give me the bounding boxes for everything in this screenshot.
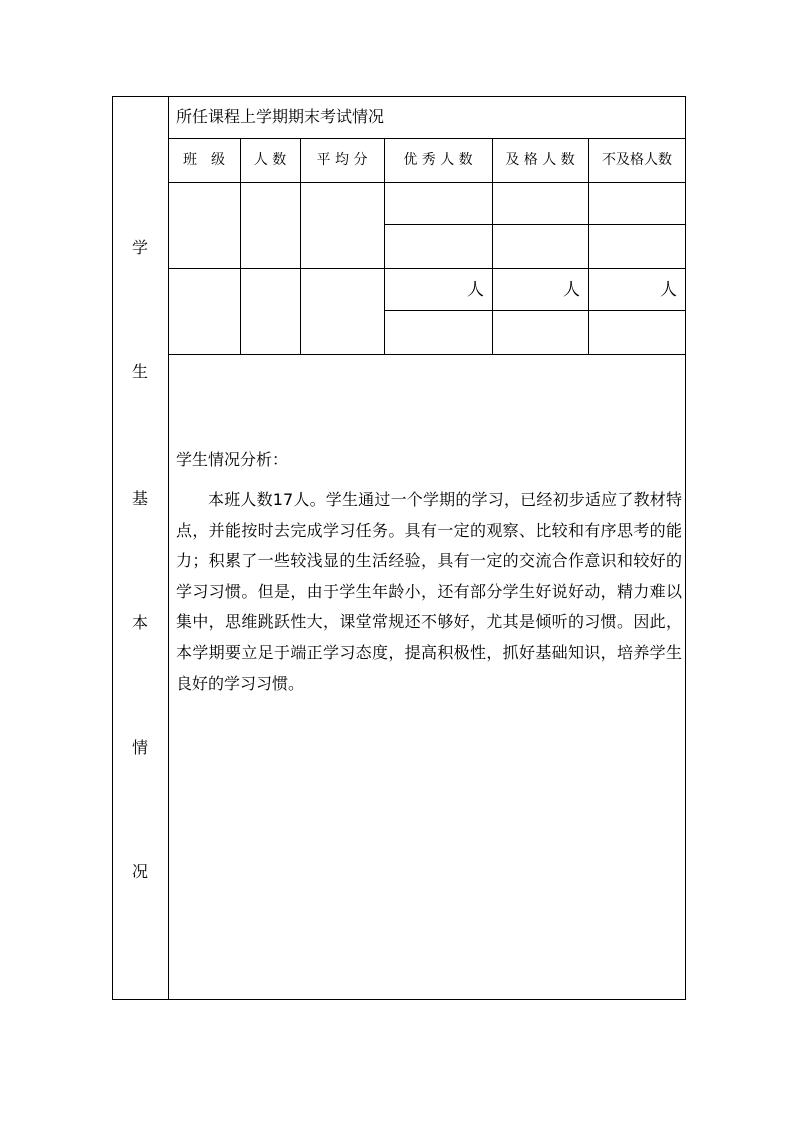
- col-divider-3: [384, 138, 385, 354]
- exam-table-title: 所任课程上学期期末考试情况: [176, 107, 385, 126]
- excellent-unit: 人: [467, 280, 484, 300]
- pass-unit: 人: [563, 280, 580, 300]
- row1-split: [384, 224, 686, 225]
- side-label-char: 基: [131, 489, 148, 508]
- header-fail: 不及格人数: [602, 152, 672, 168]
- col-divider-2: [300, 138, 301, 354]
- header-class: 班 级: [183, 152, 225, 168]
- side-label-char: 学: [131, 238, 148, 257]
- title-row-bottom: [168, 138, 686, 139]
- side-label-char: 情: [131, 738, 148, 757]
- header-pass: 及 格 人 数: [505, 152, 575, 168]
- analysis-paragraph: 本班人数17人。学生通过一个学期的学习，已经初步适应了教材特点，并能按时去完成学习任务。具有一定的观察、比较和有序思考的能力；积累了一些较浅显的生活经验，具有一定的交流合作意识和较好的学习习惯。但是，由于学生年龄小，还有部分学生好说好动，精力难以集中，思维跳跃性大，课堂常规还不够好，尤其是倾听的习惯。因此，本学期要立足于端正学习态度，提高积极性，抓好基础知识，培养学生良好的学习习惯。: [176, 490, 682, 693]
- col-divider-5: [588, 138, 589, 354]
- row2-split: [384, 310, 686, 311]
- label-column-divider: [168, 96, 169, 1000]
- row2-bottom: [168, 354, 686, 355]
- side-label-char: 本: [131, 613, 148, 632]
- fail-unit: 人: [660, 280, 677, 300]
- col-divider-1: [240, 138, 241, 354]
- col-divider-4: [492, 138, 493, 354]
- header-row-bottom: [168, 182, 686, 183]
- analysis-heading: 学生情况分析：: [176, 450, 289, 469]
- side-label-char: 生: [131, 362, 148, 381]
- row1-bottom: [168, 268, 686, 269]
- side-label-char: 况: [131, 862, 148, 881]
- analysis-text-block: [176, 485, 682, 699]
- header-average: 平 均 分: [316, 152, 368, 168]
- header-excellent: 优 秀 人 数: [403, 152, 473, 168]
- header-count: 人 数: [253, 152, 287, 168]
